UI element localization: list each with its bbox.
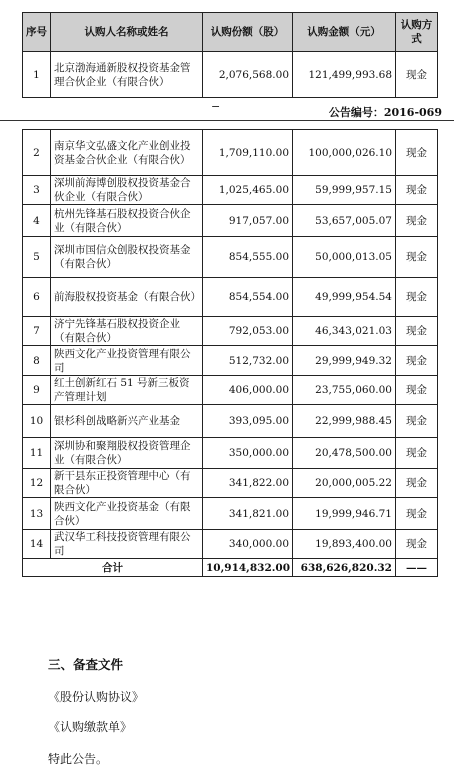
total-row [23, 559, 438, 577]
row-name: 红土创新红石 51 号新三板资产管理计划 [51, 376, 203, 405]
row-method: 现金 [396, 317, 438, 346]
row-seq: 7 [23, 317, 51, 346]
reference-doc-1: 《股份认购协议》 [48, 690, 145, 704]
row-seq: 3 [23, 176, 51, 205]
row-amount: 19,893,400.00 [293, 530, 396, 559]
row-name: 武汉华工科技投资管理有限公司 [51, 530, 203, 559]
row-name: 陕西文化产业投资基金（有限合伙） [51, 498, 203, 530]
row-method: 现金 [396, 278, 438, 317]
row-seq: 12 [23, 469, 51, 498]
row-name: 陕西文化产业投资管理有限公司 [51, 346, 203, 376]
row-amount: 29,999,949.32 [293, 346, 396, 376]
row-method: 现金 [396, 498, 438, 530]
table-row [23, 469, 438, 498]
table-header-row [23, 13, 438, 52]
header-name: 认购人名称或姓名 [51, 13, 203, 52]
row-method: 现金 [396, 346, 438, 376]
row-name: 深圳市国信众创股权投资基金（有限合伙） [51, 237, 203, 278]
row-seq: 5 [23, 237, 51, 278]
table-row [23, 498, 438, 530]
total-shares: 10,914,832.00 [203, 559, 293, 577]
row-name: 深圳协和聚翔股权投资管理企业（有限合伙） [51, 438, 203, 469]
subscription-table-top [22, 12, 438, 98]
row-name: 深圳前海博创股权投资基金合伙企业（有限合伙） [51, 176, 203, 205]
announcement-number: 公告编号：2016-069 [328, 106, 442, 119]
header-shares: 认购份额（股） [203, 13, 293, 52]
row-name: 银杉科创战略新兴产业基金 [51, 405, 203, 438]
total-amount: 638,626,820.32 [293, 559, 396, 577]
row-amount: 19,999,946.71 [293, 498, 396, 530]
announcement-header [0, 104, 454, 120]
closing-text: 特此公告。 [48, 752, 109, 766]
table-row [23, 130, 438, 176]
header-amount: 认购金额（元） [293, 13, 396, 52]
reference-doc-2: 《认购缴款单》 [48, 720, 133, 734]
row-amount: 46,343,021.03 [293, 317, 396, 346]
table-row [23, 52, 438, 98]
row-shares: 341,821.00 [203, 498, 293, 530]
subscription-table-continued [22, 129, 438, 577]
row-method: 现金 [396, 405, 438, 438]
row-shares: 341,822.00 [203, 469, 293, 498]
row-seq: 10 [23, 405, 51, 438]
row-seq: 4 [23, 205, 51, 237]
row-method: 现金 [396, 205, 438, 237]
row-method: 现金 [396, 530, 438, 559]
row-seq: 6 [23, 278, 51, 317]
row-method: 现金 [396, 237, 438, 278]
row-shares: 512,732.00 [203, 346, 293, 376]
table-row [23, 237, 438, 278]
table-row [23, 278, 438, 317]
row-shares: 917,057.00 [203, 205, 293, 237]
table-row [23, 317, 438, 346]
section-title: 三、备查文件 [48, 657, 124, 672]
row-shares: 406,000.00 [203, 376, 293, 405]
table-body [23, 130, 438, 577]
row-name: 新干县东正投资管理中心（有限合伙） [51, 469, 203, 498]
row-shares: 854,554.00 [203, 278, 293, 317]
row-amount: 49,999,954.54 [293, 278, 396, 317]
row-amount: 20,478,500.00 [293, 438, 396, 469]
row-seq: 14 [23, 530, 51, 559]
row-amount: 23,755,060.00 [293, 376, 396, 405]
row-amount: 100,000,026.10 [293, 130, 396, 176]
row-amount: 59,999,957.15 [293, 176, 396, 205]
row-method: 现金 [396, 52, 438, 98]
table-row [23, 205, 438, 237]
header-rule [0, 120, 454, 121]
row-seq: 1 [23, 52, 51, 98]
row-name: 北京渤海通新股权投资基金管理合伙企业（有限合伙） [51, 52, 203, 98]
table-row [23, 376, 438, 405]
table-row [23, 530, 438, 559]
row-amount: 50,000,013.05 [293, 237, 396, 278]
row-amount: 53,657,005.07 [293, 205, 396, 237]
row-method: 现金 [396, 130, 438, 176]
row-seq: 8 [23, 346, 51, 376]
header-method: 认购方式 [396, 13, 438, 52]
row-method: 现金 [396, 376, 438, 405]
row-shares: 1,709,110.00 [203, 130, 293, 176]
row-amount: 22,999,988.45 [293, 405, 396, 438]
row-seq: 13 [23, 498, 51, 530]
row-method: 现金 [396, 438, 438, 469]
row-seq: 9 [23, 376, 51, 405]
row-method: 现金 [396, 176, 438, 205]
table-row [23, 405, 438, 438]
table-row [23, 346, 438, 376]
row-shares: 350,000.00 [203, 438, 293, 469]
row-name: 前海股权投资基金（有限合伙） [51, 278, 203, 317]
table-row [23, 438, 438, 469]
table-row [23, 176, 438, 205]
row-shares: 854,555.00 [203, 237, 293, 278]
row-seq: 2 [23, 130, 51, 176]
total-label: 合计 [23, 559, 203, 577]
row-shares: 340,000.00 [203, 530, 293, 559]
row-shares: 792,053.00 [203, 317, 293, 346]
row-amount: 121,499,993.68 [293, 52, 396, 98]
page-break-mark: − [211, 100, 221, 113]
row-shares: 2,076,568.00 [203, 52, 293, 98]
row-shares: 1,025,465.00 [203, 176, 293, 205]
row-amount: 20,000,005.22 [293, 469, 396, 498]
row-method: 现金 [396, 469, 438, 498]
header-seq: 序号 [23, 13, 51, 52]
row-name: 南京华文弘盛文化产业创业投资基金合伙企业（有限合伙） [51, 130, 203, 176]
row-name: 杭州先锋基石股权投资合伙企业（有限合伙） [51, 205, 203, 237]
row-seq: 11 [23, 438, 51, 469]
row-shares: 393,095.00 [203, 405, 293, 438]
row-name: 济宁先锋基石股权投资企业（有限合伙） [51, 317, 203, 346]
total-method: —— [396, 559, 438, 577]
